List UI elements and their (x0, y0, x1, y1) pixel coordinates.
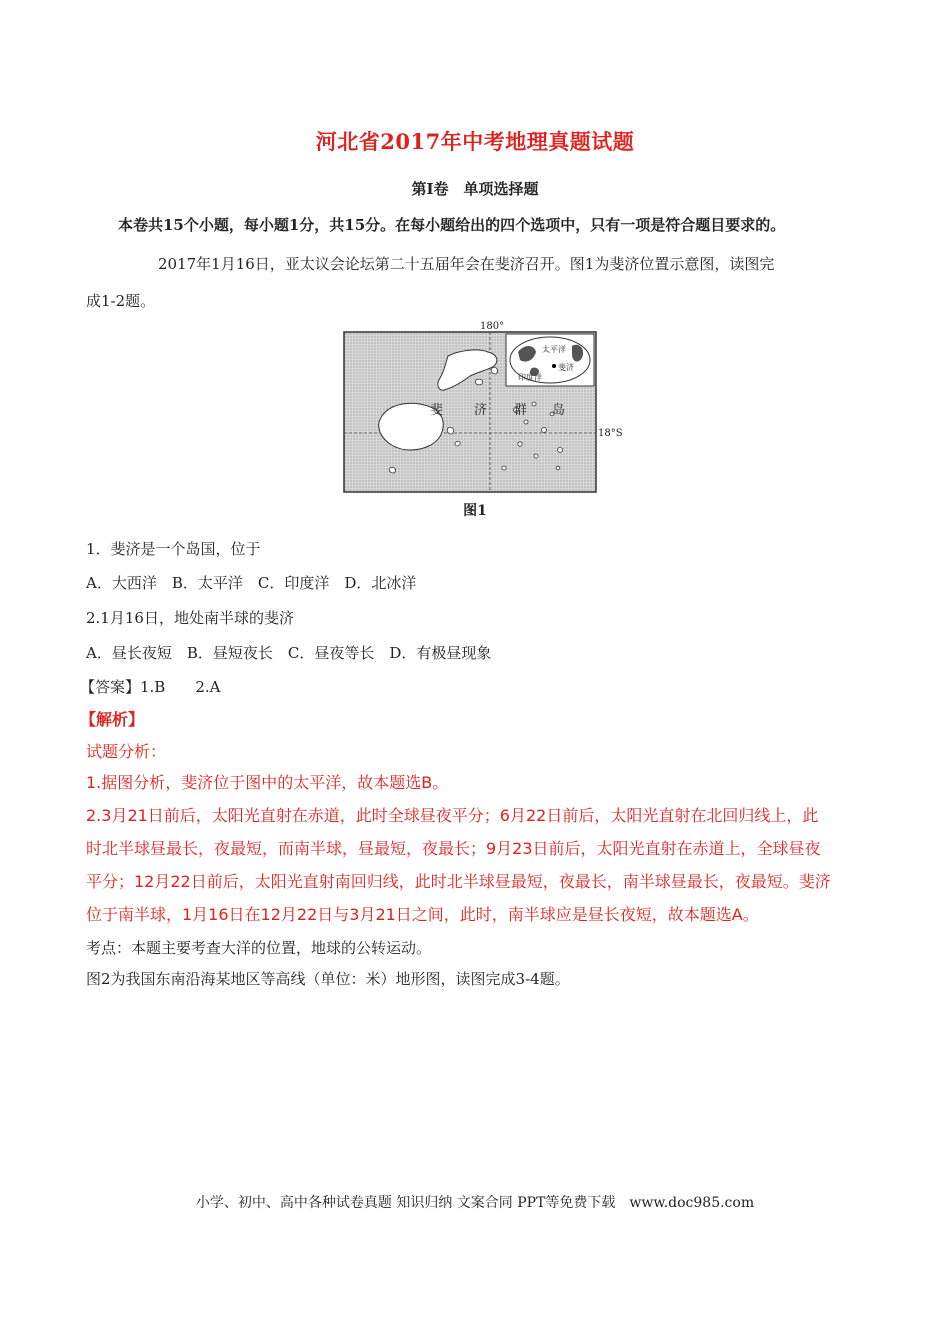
analysis-line-5: 位于南半球，1月16日在12月22日与3月21日之间，此时，南半球应是昼长夜短，故本题选A。 (86, 905, 759, 924)
small-island (491, 367, 497, 374)
kaodian-line: 考点：本题主要考查大洋的位置，地球的公转运动。 (86, 939, 432, 957)
page-title: 河北省2017年中考地理真题试题 (315, 129, 635, 154)
inset-pacific-label: 太平洋 (542, 345, 566, 354)
latitude-label: 18°S (598, 428, 623, 439)
question-2-options: A．昼长夜短 B．昼短夜长 C．昼夜等长 D．有极昼现象 (86, 644, 492, 662)
analysis-line-2: 2.3月21日前后，太阳光直射在赤道，此时全球昼夜平分；6月22日前后，太阳光直射在北回归线上，此 (86, 806, 819, 825)
intro-line-1: 2017年1月16日，亚太议会论坛第二十五届年会在斐济召开。图1为斐济位置示意图，读图完 (158, 255, 775, 273)
fiji-location-map (320, 318, 623, 500)
page-footer: 小学、初中、高中各种试卷真题 知识归纳 文案合同 PPT等免费下载 www.doc985.com (195, 1195, 755, 1211)
longitude-label: 180° (480, 321, 505, 332)
question-1-options: A．大西洋 B．太平洋 C．印度洋 D．北冰洋 (86, 574, 417, 592)
analysis-label: 试题分析： (86, 742, 167, 761)
analysis-heading: 【解析】 (80, 710, 145, 729)
intro-line-2: 成1-2题。 (86, 292, 156, 310)
inset-fiji-marker (552, 364, 556, 368)
instructions: 本卷共15个小题，每小题1分，共15分。在每小题给出的四个选项中，只有一项是符合题目要求的。 (118, 216, 786, 234)
figure-caption: 图1 (463, 503, 487, 519)
island-label-char: 群 (514, 403, 528, 418)
inset-indian-label: 印度洋 (518, 373, 542, 382)
island-label-char: 斐 (430, 403, 444, 418)
kadavu-island (389, 467, 395, 473)
island-label-char: 岛 (552, 403, 566, 418)
inset-fiji-label: 斐济 (558, 363, 574, 372)
section-heading: 第Ⅰ卷 单项选择题 (411, 180, 539, 198)
analysis-line-1: 1.据图分析，斐济位于图中的太平洋，故本题选B。 (86, 773, 449, 792)
island-label-char: 济 (474, 403, 488, 418)
answer-line: 【答案】1.B 2.A (80, 678, 221, 696)
analysis-line-3: 时北半球昼最长，夜最短，而南半球，昼最短，夜最长；9月23日前后，太阳光直射在赤道上，全球昼夜 (86, 839, 821, 858)
small-island (447, 427, 453, 434)
small-island (455, 441, 460, 446)
small-island (475, 379, 482, 385)
question-2-stem: 2.1月16日，地处南半球的斐济 (86, 609, 294, 627)
figure-2-intro: 图2为我国东南沿海某地区等高线（单位：米）地形图，读图完成3-4题。 (86, 970, 570, 988)
question-1-stem: 1．斐济是一个岛国，位于 (86, 540, 261, 558)
analysis-line-4: 平分；12月22日前后，太阳光直射南回归线，此时北半球昼最短，夜最长，南半球昼最长，夜最短。斐济 (86, 872, 831, 891)
